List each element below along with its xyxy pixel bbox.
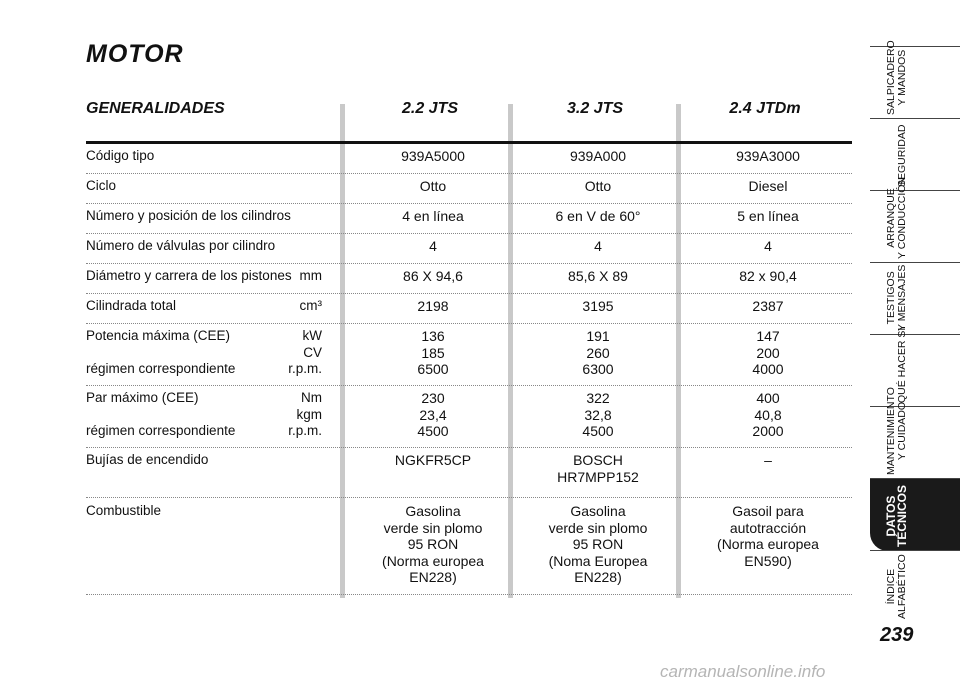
value-cell [523, 452, 673, 485]
chapter-tab-line: QUÉ HACER SI [896, 327, 908, 403]
value-line: 4 [594, 238, 602, 254]
row-separator [86, 447, 852, 448]
value-line: 4 [764, 238, 772, 254]
value-line: – [764, 452, 772, 468]
column-header-3: 2.4 JTDm [729, 100, 801, 117]
row-label-line: régimen correspondiente [86, 423, 236, 438]
value-line: Diesel [748, 178, 788, 194]
value-cell [693, 503, 843, 569]
value-cell [358, 238, 508, 255]
value-cell [523, 178, 673, 195]
value-cell [693, 390, 843, 440]
value-cell [358, 328, 508, 378]
unit-line: mm [299, 268, 322, 283]
chapter-tab[interactable] [870, 262, 960, 335]
value-line: 200 [756, 344, 780, 361]
row-label-line [86, 407, 235, 424]
unit-line: Nm [301, 390, 322, 405]
value-cell [693, 178, 843, 195]
value-line: EN228) [574, 569, 622, 585]
value-cell [523, 328, 673, 378]
value-line: HR7MPP152 [557, 468, 639, 485]
value-line: 86 X 94,6 [403, 268, 463, 284]
row-label-line: Número de válvulas por cilindro [86, 238, 276, 253]
value-cell [523, 238, 673, 255]
table-row [86, 268, 852, 294]
value-line: 939A000 [569, 148, 627, 164]
row-separator [86, 293, 852, 294]
chapter-tab-line: Y CONDUCCIÓN [896, 176, 908, 259]
value-cell [523, 268, 673, 285]
value-line: 95 RON [407, 536, 459, 552]
value-line: 23,4 [419, 406, 447, 423]
chapter-tab-label [886, 177, 908, 259]
table-row [86, 390, 852, 448]
row-unit [288, 390, 322, 440]
row-label-line: Combustible [86, 503, 162, 518]
row-separator [86, 173, 852, 174]
unit-line: kgm [296, 406, 322, 422]
row-unit [288, 328, 322, 378]
value-cell [358, 178, 508, 195]
chapter-tab-line: ÍNDICE [885, 568, 897, 605]
watermark: carmanualsonline.info [660, 662, 826, 681]
value-line: 85,6 X 89 [568, 268, 628, 284]
value-cell [693, 298, 843, 315]
row-label-line: Número y posición de los cilindros [86, 208, 291, 223]
row-label [86, 328, 235, 378]
value-cell [358, 452, 508, 469]
value-cell [523, 503, 673, 586]
unit-line: r.p.m. [288, 423, 322, 438]
row-label-line: régimen correspondiente [86, 361, 236, 376]
value-line: 6 en V de 60° [555, 208, 641, 224]
table-row [86, 452, 852, 498]
row-label [86, 390, 235, 440]
chapter-tab-label [886, 265, 908, 331]
row-separator [86, 263, 852, 264]
column-header-2: 3.2 JTS [566, 100, 624, 117]
value-line: 4500 [582, 423, 614, 439]
value-line: 939A3000 [736, 148, 800, 164]
row-separator [86, 203, 852, 204]
table-row [86, 148, 852, 174]
value-line: Otto [419, 178, 447, 194]
value-line: 322 [586, 390, 610, 406]
row-label-line: Bujías de encendido [86, 452, 209, 467]
row-label [86, 452, 208, 469]
value-cell [693, 238, 843, 255]
value-cell [358, 390, 508, 440]
value-line: Gasoil para [732, 503, 804, 519]
value-cell [693, 208, 843, 225]
value-line: 3195 [582, 298, 614, 314]
row-label-line: Código tipo [86, 148, 155, 163]
value-cell [693, 328, 843, 378]
value-line: Gasolina [570, 503, 626, 519]
row-unit [300, 298, 323, 315]
row-label [86, 503, 161, 520]
chapter-tabs [870, 0, 960, 692]
value-cell [358, 208, 508, 225]
value-cell [523, 390, 673, 440]
chapter-tab[interactable] [870, 387, 960, 479]
value-line: 4 en línea [402, 208, 464, 224]
value-line: (Norma europea EN590) [717, 536, 819, 569]
table-row [86, 328, 852, 386]
value-line: 2000 [752, 423, 784, 439]
row-label-line: Diámetro y carrera de los pistones [86, 268, 292, 283]
value-cell [523, 148, 673, 165]
row-label [86, 298, 176, 315]
row-label [86, 238, 275, 255]
value-cell [693, 268, 843, 285]
page-number: 239 [880, 624, 914, 646]
row-label-line: Ciclo [86, 178, 117, 193]
row-label-line: Par máximo (CEE) [86, 390, 199, 405]
row-separator [86, 385, 852, 386]
chapter-tab-line: SEGURIDAD [896, 124, 908, 187]
value-line: 230 [421, 390, 445, 406]
value-line: 2198 [417, 298, 449, 314]
chapter-tab[interactable] [870, 40, 960, 119]
value-line: 95 RON [572, 536, 624, 552]
row-label [86, 148, 154, 165]
value-cell [358, 503, 508, 586]
row-label [86, 208, 291, 225]
row-label [86, 268, 292, 285]
chapter-tab-line: Y CUIDADO [896, 401, 908, 461]
row-separator [86, 497, 852, 498]
chapter-tab-line: TESTIGOS [885, 271, 897, 325]
chapter-tab-line: Y MANDOS [896, 49, 908, 106]
value-line: autotracción [729, 519, 807, 536]
unit-line: kW [302, 328, 322, 343]
value-line: 40,8 [754, 406, 782, 423]
value-line: Otto [584, 178, 612, 194]
value-line: (Noma Europea [548, 552, 648, 569]
value-line: 260 [586, 344, 610, 361]
value-line: 939A5000 [401, 148, 465, 164]
value-cell [523, 208, 673, 225]
column-header-1: 2.2 JTS [401, 100, 459, 117]
row-separator [86, 233, 852, 234]
value-cell [358, 298, 508, 315]
unit-line: cm³ [299, 298, 322, 313]
value-line: BOSCH [573, 452, 623, 468]
value-line: (Norma europea [382, 552, 484, 569]
value-line: 32,8 [584, 406, 612, 423]
value-line: 4 [429, 238, 437, 254]
row-unit [300, 268, 323, 285]
value-cell [358, 148, 508, 165]
value-line: verde sin plomo [548, 519, 648, 536]
chapter-tab-label [886, 485, 908, 547]
value-line: NGKFR5CP [394, 452, 472, 468]
row-label-line: Potencia máxima (CEE) [86, 328, 231, 343]
value-cell [693, 452, 843, 469]
value-line: 4500 [417, 423, 449, 439]
unit-line: r.p.m. [288, 361, 322, 376]
value-line: 191 [586, 328, 610, 344]
value-line: 185 [421, 344, 445, 361]
chapter-tab-line: ALFABÉTICO [896, 554, 908, 619]
value-cell [523, 298, 673, 315]
value-cell [358, 268, 508, 285]
row-label-line [86, 345, 235, 362]
value-line: 82 x 90,4 [739, 268, 797, 284]
chapter-tab-line: MANTENIMIENTO [885, 387, 897, 475]
table-row [86, 208, 852, 234]
section-header: GENERALIDADES [86, 100, 225, 117]
row-separator [86, 323, 852, 324]
value-line: 6500 [417, 361, 449, 377]
value-line: Gasolina [405, 503, 461, 519]
chapter-tab[interactable] [870, 327, 960, 407]
value-line: 147 [756, 328, 780, 344]
row-separator [86, 594, 852, 595]
value-line: 6300 [582, 361, 614, 377]
chapter-tab-label [886, 554, 908, 619]
value-line: 5 en línea [737, 208, 799, 224]
unit-line: CV [303, 344, 322, 360]
table-row [86, 298, 852, 324]
table-row [86, 238, 852, 264]
chapter-tab-line: TÉCNICOS [895, 484, 909, 547]
value-cell [693, 148, 843, 165]
chapter-tab[interactable] [870, 478, 960, 551]
value-line: 4000 [752, 361, 784, 377]
value-line: 400 [756, 390, 780, 406]
chapter-tab-line: SALPICADERO [885, 40, 897, 115]
chapter-tab-label [886, 387, 908, 475]
chapter-tab[interactable] [870, 550, 960, 623]
row-label [86, 178, 116, 195]
value-line: verde sin plomo [383, 519, 483, 536]
page-title: MOTOR [86, 40, 184, 68]
table-row [86, 178, 852, 204]
chapter-tab-label [886, 40, 908, 115]
value-line: 136 [421, 328, 445, 344]
chapter-tab-line: DATOS [884, 495, 898, 537]
table-top-rule [86, 141, 852, 144]
chapter-tab[interactable] [870, 118, 960, 191]
chapter-tab-line: ARRANQUE [885, 188, 897, 248]
table-row [86, 503, 852, 595]
value-line: 2387 [752, 298, 784, 314]
row-label-line: Cilindrada total [86, 298, 177, 313]
value-line: EN228) [409, 569, 457, 585]
chapter-tab-line: Y MENSAJES [896, 264, 908, 331]
chapter-tab[interactable] [870, 176, 960, 263]
